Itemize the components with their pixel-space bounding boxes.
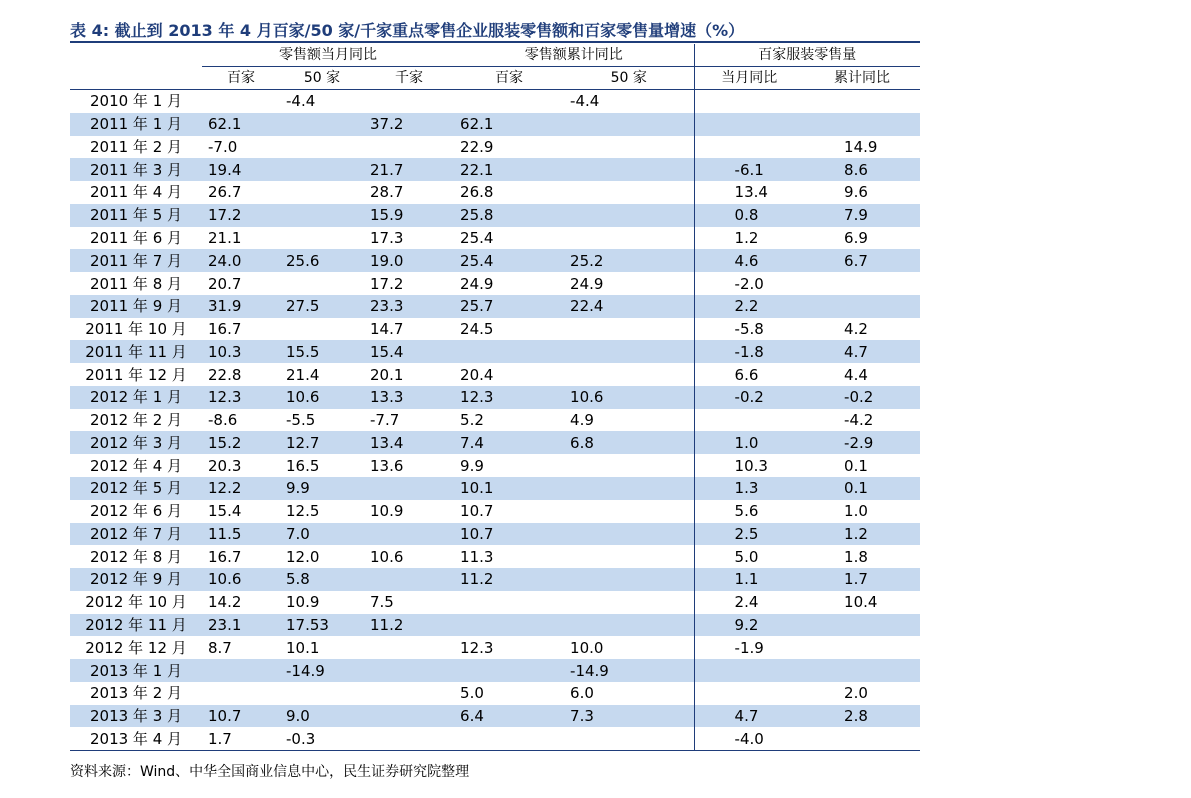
value-cell: 2.8 bbox=[804, 705, 920, 728]
value-cell: -8.6 bbox=[208, 411, 238, 430]
value-cell: 12.2 bbox=[202, 477, 280, 500]
group-header-volume: 百家服装零售量 bbox=[694, 44, 920, 67]
value-cell: 2.0 bbox=[844, 684, 868, 703]
value-cell bbox=[364, 659, 454, 682]
value-cell: 26.8 bbox=[460, 183, 494, 202]
retail-growth-table bbox=[70, 44, 920, 751]
month-cell: 2012 年 11 月 bbox=[70, 614, 202, 637]
table-row bbox=[70, 705, 920, 728]
value-cell: 25.7 bbox=[454, 295, 564, 318]
value-cell bbox=[364, 636, 454, 659]
table-row bbox=[70, 227, 920, 250]
title-rule bbox=[70, 41, 920, 43]
table-row bbox=[70, 545, 920, 568]
month-cell: 2012 年 3 月 bbox=[70, 431, 202, 454]
value-cell bbox=[694, 659, 804, 682]
month-cell: 2012 年 4 月 bbox=[89, 456, 183, 475]
value-cell: 27.5 bbox=[280, 295, 364, 318]
month-cell: 2011 年 11 月 bbox=[70, 340, 202, 363]
value-cell: -5.5 bbox=[286, 411, 316, 430]
month-cell: 2012 年 12 月 bbox=[85, 638, 187, 657]
value-cell: 4.9 bbox=[564, 409, 694, 432]
value-cell: 21.7 bbox=[364, 158, 454, 181]
value-cell: 17.2 bbox=[370, 274, 404, 293]
col-header: 百家 bbox=[202, 67, 280, 90]
value-cell: 10.3 bbox=[202, 340, 280, 363]
table-row bbox=[70, 659, 920, 682]
value-cell: 21.4 bbox=[286, 365, 320, 384]
value-cell: 1.3 bbox=[694, 477, 804, 500]
table-row bbox=[70, 363, 920, 386]
value-cell: 5.6 bbox=[734, 502, 759, 521]
month-cell: 2010 年 1 月 bbox=[89, 92, 183, 111]
value-cell: 1.2 bbox=[734, 228, 759, 247]
value-cell bbox=[364, 682, 454, 705]
value-cell: 24.0 bbox=[202, 249, 280, 272]
value-cell: 22.1 bbox=[454, 158, 564, 181]
value-cell: 12.0 bbox=[286, 547, 320, 566]
value-cell: 20.4 bbox=[460, 365, 494, 384]
table-row bbox=[70, 727, 920, 750]
value-cell bbox=[564, 454, 694, 477]
value-cell bbox=[280, 227, 364, 250]
value-cell: 14.7 bbox=[370, 320, 404, 339]
value-cell: 23.3 bbox=[364, 295, 454, 318]
value-cell: 10.4 bbox=[844, 593, 878, 612]
value-cell bbox=[564, 614, 694, 637]
table-row bbox=[70, 614, 920, 637]
value-cell: 24.9 bbox=[564, 272, 694, 295]
value-cell: 20.1 bbox=[370, 365, 404, 384]
month-cell: 2012 年 8 月 bbox=[89, 547, 183, 566]
month-cell: 2011 年 12 月 bbox=[85, 365, 187, 384]
value-cell: 1.7 bbox=[202, 727, 280, 750]
table-row bbox=[70, 272, 920, 295]
value-cell: 10.6 bbox=[370, 547, 404, 566]
value-cell: -4.4 bbox=[564, 90, 694, 113]
value-cell: 5.2 bbox=[460, 411, 484, 430]
corner-cell bbox=[70, 67, 202, 90]
value-cell bbox=[364, 568, 454, 591]
table-row bbox=[70, 477, 920, 500]
table-row bbox=[70, 386, 920, 409]
value-cell: 20.7 bbox=[208, 274, 242, 293]
value-cell: -1.9 bbox=[734, 638, 764, 657]
value-cell: -7.7 bbox=[370, 411, 400, 430]
value-cell: 9.0 bbox=[280, 705, 364, 728]
source-note: 资料来源：Wind、中华全国商业信息中心，民生证券研究院整理 bbox=[70, 764, 470, 780]
value-cell: 16.7 bbox=[208, 320, 242, 339]
table-row bbox=[70, 295, 920, 318]
value-cell: 13.4 bbox=[364, 431, 454, 454]
value-cell bbox=[564, 477, 694, 500]
value-cell bbox=[364, 136, 454, 159]
value-cell bbox=[564, 500, 694, 523]
month-cell: 2011 年 8 月 bbox=[89, 274, 183, 293]
value-cell: 12.5 bbox=[286, 502, 320, 521]
value-cell: 9.9 bbox=[460, 456, 484, 475]
value-cell: 10.7 bbox=[460, 502, 494, 521]
value-cell bbox=[564, 227, 694, 250]
value-cell: 4.4 bbox=[844, 365, 868, 384]
table-title: 表 4: 截止到 2013 年 4 月百家/50 家/千家重点零售企业服装零售额和百家零售量增速（%） bbox=[70, 21, 745, 40]
value-cell bbox=[694, 682, 804, 705]
table-row bbox=[70, 340, 920, 363]
col-header: 千家 bbox=[364, 67, 454, 90]
value-cell bbox=[564, 727, 694, 750]
value-cell bbox=[280, 318, 364, 341]
month-cell: 2011 年 10 月 bbox=[85, 320, 187, 339]
value-cell: 10.9 bbox=[370, 502, 404, 521]
value-cell: 11.5 bbox=[202, 523, 280, 546]
month-cell: 2012 年 9 月 bbox=[70, 568, 202, 591]
table-row bbox=[70, 682, 920, 705]
value-cell: 31.9 bbox=[202, 295, 280, 318]
value-cell: 9.6 bbox=[844, 183, 868, 202]
value-cell bbox=[280, 136, 364, 159]
value-cell: 26.7 bbox=[208, 183, 242, 202]
value-cell bbox=[454, 591, 564, 614]
table-row bbox=[70, 318, 920, 341]
value-cell bbox=[202, 682, 280, 705]
table-row bbox=[70, 249, 920, 272]
value-cell bbox=[564, 113, 694, 136]
value-cell bbox=[364, 90, 454, 113]
value-cell: 37.2 bbox=[364, 113, 454, 136]
month-cell: 2013 年 3 月 bbox=[70, 705, 202, 728]
value-cell: 10.7 bbox=[202, 705, 280, 728]
value-cell: -4.0 bbox=[694, 727, 804, 750]
value-cell: 21.1 bbox=[208, 228, 242, 247]
value-cell: 10.1 bbox=[454, 477, 564, 500]
sub-header-row bbox=[70, 67, 920, 90]
group-header-monthly: 零售额当月同比 bbox=[202, 44, 454, 67]
value-cell: 4.7 bbox=[694, 705, 804, 728]
value-cell: 23.1 bbox=[202, 614, 280, 637]
month-cell: 2012 年 7 月 bbox=[70, 523, 202, 546]
value-cell: 7.5 bbox=[370, 593, 394, 612]
value-cell bbox=[280, 204, 364, 227]
value-cell: 14.2 bbox=[208, 593, 242, 612]
table-row bbox=[70, 158, 920, 181]
table-row bbox=[70, 523, 920, 546]
corner-cell bbox=[70, 44, 202, 67]
value-cell bbox=[454, 340, 564, 363]
value-cell: 13.6 bbox=[370, 456, 404, 475]
value-cell: -2.9 bbox=[804, 431, 920, 454]
value-cell bbox=[280, 158, 364, 181]
table-row bbox=[70, 204, 920, 227]
col-header: 当月同比 bbox=[694, 67, 804, 90]
value-cell bbox=[454, 659, 564, 682]
value-cell: 22.8 bbox=[208, 365, 242, 384]
value-cell bbox=[694, 409, 804, 432]
value-cell: -14.9 bbox=[280, 659, 364, 682]
value-cell bbox=[454, 90, 564, 113]
value-cell: 16.7 bbox=[208, 547, 242, 566]
table-row bbox=[70, 181, 920, 204]
table-row bbox=[70, 113, 920, 136]
value-cell: 10.6 bbox=[202, 568, 280, 591]
value-cell: 15.5 bbox=[280, 340, 364, 363]
value-cell: -4.2 bbox=[844, 411, 874, 430]
value-cell: 5.8 bbox=[280, 568, 364, 591]
value-cell: 11.3 bbox=[460, 547, 494, 566]
col-header: 50 家 bbox=[280, 67, 364, 90]
value-cell: 9.9 bbox=[280, 477, 364, 500]
value-cell: 4.6 bbox=[694, 249, 804, 272]
value-cell: 10.6 bbox=[280, 386, 364, 409]
value-cell: 1.8 bbox=[844, 547, 868, 566]
value-cell: 2.2 bbox=[694, 295, 804, 318]
value-cell: 1.0 bbox=[694, 431, 804, 454]
value-cell bbox=[804, 636, 920, 659]
group-header-row bbox=[70, 44, 920, 67]
value-cell bbox=[694, 90, 804, 113]
value-cell: 28.7 bbox=[370, 183, 404, 202]
month-cell: 2011 年 5 月 bbox=[70, 204, 202, 227]
value-cell bbox=[280, 181, 364, 204]
value-cell: 6.4 bbox=[454, 705, 564, 728]
table-row bbox=[70, 568, 920, 591]
value-cell: 4.7 bbox=[804, 340, 920, 363]
month-cell: 2012 年 10 月 bbox=[85, 593, 187, 612]
value-cell: 25.2 bbox=[564, 249, 694, 272]
month-cell: 2011 年 2 月 bbox=[89, 137, 183, 156]
table-row bbox=[70, 409, 920, 432]
value-cell: 25.8 bbox=[454, 204, 564, 227]
value-cell: 24.9 bbox=[460, 274, 494, 293]
value-cell: 6.6 bbox=[734, 365, 759, 384]
value-cell: -0.2 bbox=[804, 386, 920, 409]
value-cell: 9.2 bbox=[694, 614, 804, 637]
value-cell: 10.1 bbox=[286, 638, 320, 657]
value-cell: 15.9 bbox=[364, 204, 454, 227]
table-row bbox=[70, 636, 920, 659]
month-cell: 2012 年 2 月 bbox=[89, 411, 183, 430]
value-cell bbox=[202, 90, 280, 113]
value-cell bbox=[280, 682, 364, 705]
table-row bbox=[70, 500, 920, 523]
value-cell: 13.4 bbox=[734, 183, 768, 202]
value-cell bbox=[564, 318, 694, 341]
value-cell bbox=[804, 272, 920, 295]
value-cell: 1.0 bbox=[844, 502, 868, 521]
value-cell: 25.4 bbox=[454, 249, 564, 272]
value-cell bbox=[564, 136, 694, 159]
value-cell bbox=[564, 363, 694, 386]
value-cell: 8.7 bbox=[208, 638, 232, 657]
value-cell bbox=[364, 705, 454, 728]
value-cell: 19.0 bbox=[364, 249, 454, 272]
value-cell: -5.8 bbox=[734, 320, 764, 339]
value-cell: 17.3 bbox=[370, 228, 404, 247]
value-cell: 6.7 bbox=[804, 249, 920, 272]
value-cell: 1.2 bbox=[804, 523, 920, 546]
value-cell: 12.7 bbox=[280, 431, 364, 454]
value-cell bbox=[564, 591, 694, 614]
value-cell bbox=[564, 181, 694, 204]
value-cell: 10.9 bbox=[286, 593, 320, 612]
value-cell: 10.0 bbox=[564, 636, 694, 659]
value-cell: 62.1 bbox=[202, 113, 280, 136]
table-row bbox=[70, 591, 920, 614]
month-cell: 2011 年 7 月 bbox=[70, 249, 202, 272]
table-row bbox=[70, 454, 920, 477]
table-row bbox=[70, 136, 920, 159]
value-cell bbox=[454, 727, 564, 750]
value-cell: 15.2 bbox=[202, 431, 280, 454]
month-cell: 2012 年 1 月 bbox=[70, 386, 202, 409]
month-cell: 2011 年 6 月 bbox=[89, 228, 183, 247]
value-cell: 10.6 bbox=[564, 386, 694, 409]
value-cell: -6.1 bbox=[694, 158, 804, 181]
value-cell: -0.3 bbox=[280, 727, 364, 750]
value-cell bbox=[280, 113, 364, 136]
value-cell: 0.1 bbox=[844, 456, 868, 475]
value-cell bbox=[364, 523, 454, 546]
value-cell: 10.7 bbox=[454, 523, 564, 546]
value-cell bbox=[564, 568, 694, 591]
value-cell: 2.4 bbox=[734, 593, 759, 612]
month-cell: 2011 年 3 月 bbox=[70, 158, 202, 181]
value-cell: 1.7 bbox=[804, 568, 920, 591]
value-cell: 7.4 bbox=[454, 431, 564, 454]
month-cell: 2013 年 1 月 bbox=[70, 659, 202, 682]
value-cell: 1.1 bbox=[694, 568, 804, 591]
value-cell: 5.0 bbox=[460, 684, 484, 703]
value-cell: 14.9 bbox=[844, 137, 878, 156]
value-cell: 22.9 bbox=[460, 137, 494, 156]
table-row bbox=[70, 90, 920, 113]
value-cell bbox=[804, 614, 920, 637]
table-row bbox=[70, 431, 920, 454]
value-cell bbox=[364, 727, 454, 750]
month-cell: 2011 年 4 月 bbox=[89, 183, 183, 202]
month-cell: 2012 年 6 月 bbox=[89, 502, 183, 521]
value-cell: 11.2 bbox=[364, 614, 454, 637]
value-cell bbox=[694, 113, 804, 136]
value-cell: 25.6 bbox=[280, 249, 364, 272]
value-cell: 12.3 bbox=[202, 386, 280, 409]
month-cell: 2011 年 1 月 bbox=[70, 113, 202, 136]
value-cell bbox=[804, 113, 920, 136]
month-cell: 2011 年 9 月 bbox=[70, 295, 202, 318]
value-cell bbox=[804, 295, 920, 318]
value-cell: 7.0 bbox=[280, 523, 364, 546]
value-cell: 6.8 bbox=[564, 431, 694, 454]
value-cell: -7.0 bbox=[208, 137, 238, 156]
col-header: 累计同比 bbox=[804, 67, 920, 90]
value-cell: 7.9 bbox=[804, 204, 920, 227]
value-cell: -0.2 bbox=[694, 386, 804, 409]
value-cell bbox=[694, 136, 804, 159]
col-header: 50 家 bbox=[564, 67, 694, 90]
value-cell bbox=[364, 477, 454, 500]
value-cell: 15.4 bbox=[364, 340, 454, 363]
value-cell: 11.2 bbox=[454, 568, 564, 591]
value-cell: 8.6 bbox=[804, 158, 920, 181]
value-cell: 16.5 bbox=[286, 456, 320, 475]
value-cell: 5.0 bbox=[734, 547, 759, 566]
month-cell: 2013 年 4 月 bbox=[70, 727, 202, 750]
value-cell: 7.3 bbox=[564, 705, 694, 728]
value-cell bbox=[280, 272, 364, 295]
value-cell: -4.4 bbox=[286, 92, 316, 111]
value-cell: 2.5 bbox=[694, 523, 804, 546]
value-cell: 0.1 bbox=[804, 477, 920, 500]
value-cell: -1.8 bbox=[694, 340, 804, 363]
value-cell: 25.4 bbox=[460, 228, 494, 247]
month-cell: 2012 年 5 月 bbox=[70, 477, 202, 500]
value-cell: 62.1 bbox=[454, 113, 564, 136]
value-cell bbox=[564, 158, 694, 181]
value-cell: 0.8 bbox=[694, 204, 804, 227]
value-cell: 12.3 bbox=[454, 386, 564, 409]
value-cell: 22.4 bbox=[564, 295, 694, 318]
value-cell: -2.0 bbox=[734, 274, 764, 293]
value-cell: 20.3 bbox=[208, 456, 242, 475]
value-cell bbox=[454, 614, 564, 637]
value-cell: 13.3 bbox=[364, 386, 454, 409]
value-cell: 17.2 bbox=[202, 204, 280, 227]
value-cell bbox=[564, 204, 694, 227]
value-cell: 12.3 bbox=[460, 638, 494, 657]
value-cell bbox=[804, 727, 920, 750]
month-cell: 2013 年 2 月 bbox=[89, 684, 183, 703]
value-cell: 10.3 bbox=[734, 456, 768, 475]
value-cell bbox=[564, 523, 694, 546]
value-cell bbox=[564, 545, 694, 568]
col-header: 百家 bbox=[454, 67, 564, 90]
value-cell: 4.2 bbox=[844, 320, 868, 339]
value-cell bbox=[804, 659, 920, 682]
value-cell: 15.4 bbox=[208, 502, 242, 521]
value-cell: 6.0 bbox=[564, 682, 694, 705]
group-header-cumulative: 零售额累计同比 bbox=[454, 44, 694, 67]
value-cell: 24.5 bbox=[460, 320, 494, 339]
value-cell: 17.53 bbox=[280, 614, 364, 637]
value-cell: -14.9 bbox=[564, 659, 694, 682]
value-cell bbox=[804, 90, 920, 113]
value-cell: 19.4 bbox=[202, 158, 280, 181]
value-cell bbox=[202, 659, 280, 682]
value-cell: 6.9 bbox=[844, 228, 868, 247]
value-cell bbox=[564, 340, 694, 363]
